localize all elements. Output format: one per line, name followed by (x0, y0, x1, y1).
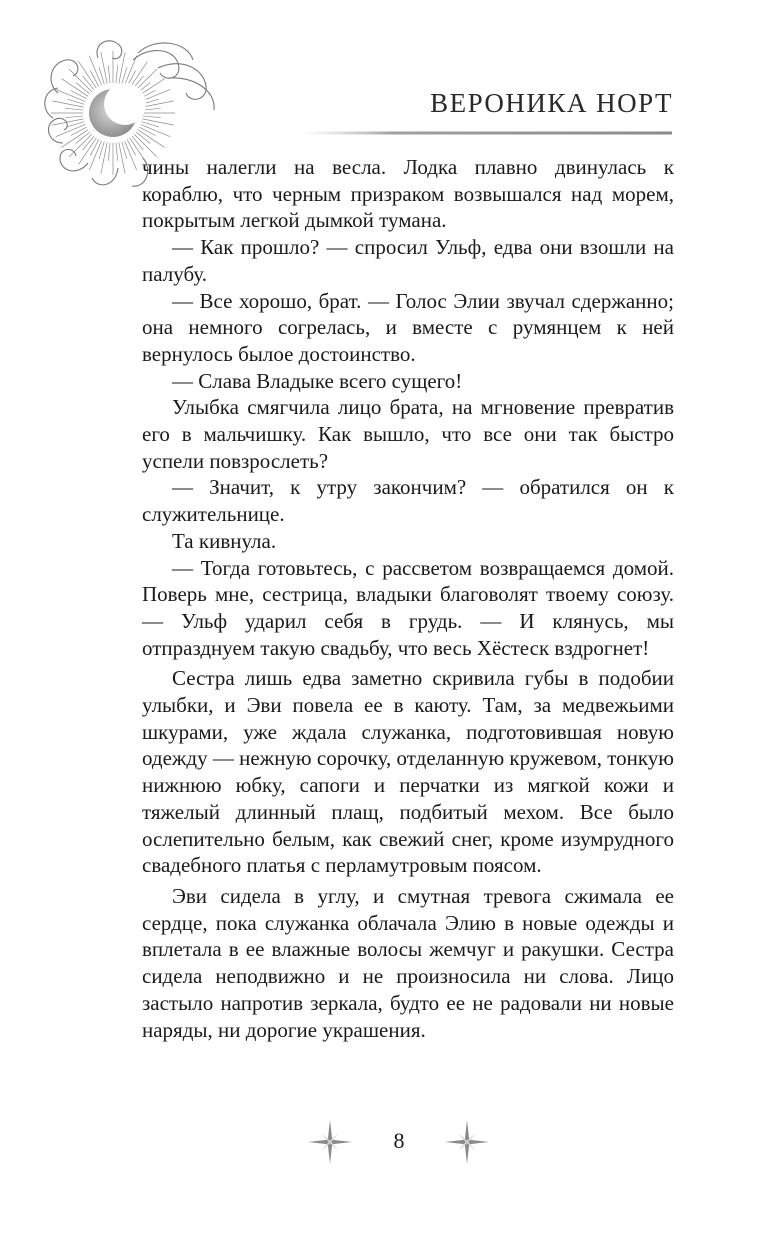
paragraph: — Слава Владыке всего сущего! (172, 368, 463, 393)
header-divider (300, 131, 672, 135)
paragraph: — Значит, к утру закончим? — обратился он к служительнице. (142, 475, 674, 527)
sun-ray (52, 101, 83, 107)
sun-ray (142, 119, 173, 125)
paragraph: — Тогда готовьтесь, с рассветом возвращаемся домой. Поверь мне, сестрица, владыки благоволят твоему союзу. — Ульф ударил себя в грудь. — И клянусь, мы отпразднуем такую свадьбу, что весь Хёстеск вздрогнет! (142, 555, 674, 660)
page-footer (0, 1118, 768, 1166)
paragraph: Сестра лишь едва заметно скривила губы в подобии улыбки, и Эви повела ее в каюту. Там, за медвежьими шкурами, уже ждала служанка, подготовившая новую одежду — нежную сорочку, отделанную кружевом, тонкую нижнюю юбку, сапоги и перчатки из мягкой кожи и тяжелый длинный плащ, подбитый мехом. Все было ослепительно белым, как свежий снег, кроме изумрудного свадебного платья с перламутровым поясом. (142, 666, 674, 878)
sun-ray (65, 116, 83, 118)
sun-ray (108, 143, 110, 161)
sun-ray (76, 132, 90, 143)
running-header-author: ВЕРОНИКА НОРТ (430, 88, 673, 118)
page-number: 8 (393, 1128, 405, 1153)
four-point-star-icon (306, 1118, 354, 1166)
sun-ray (136, 132, 150, 143)
paragraph: Улыбка смягчила лицо брата, на мгновение превратив его в мальчишку. Как вышло, что все они так быстро успели повзрослеть? (142, 395, 674, 473)
paragraph: Эви сидела в углу, и смутная тревога сжимала ее сердце, пока служанка облачала Элию в новые одежды и вплетала в ее влажные волосы жемчуг и ракушки. Сестра сидела неподвижно и не произносила ни слова. Лицо застыло напротив зеркала, будто ее не радовали ни новые наряды, ни дорогие украшения. (142, 883, 674, 1042)
sun-ray (101, 142, 107, 173)
sun-ray (142, 101, 173, 107)
sun-ray (116, 65, 118, 83)
paragraph: — Все хорошо, брат. — Голос Элии звучал сдержанно; она немного согрелась, и вместе с румянцем к ней вернулось былое достоинство. (142, 288, 674, 366)
sun-ray (71, 127, 87, 135)
sun-ray (83, 76, 94, 90)
sun-ray (101, 52, 107, 83)
four-point-star-icon (443, 1118, 491, 1166)
sun-ray (83, 136, 94, 150)
sun-ray (69, 134, 92, 157)
paragraph: чины налегли на весла. Лодка плавно двинулась к кораблю, что черным призраком возвышался над морем, покрытым легкой дымкой тумана. (142, 155, 674, 233)
sun-ray (143, 108, 161, 110)
sun-ray (132, 136, 143, 150)
paragraph: Та кивнула. (172, 528, 277, 553)
sun-ray (90, 139, 98, 155)
sun-ray (69, 69, 92, 92)
paragraph: — Как прошло? — спросил Ульф, едва они взошли на палубу. (142, 235, 674, 286)
sun-ray (119, 142, 125, 173)
sun-ray (90, 71, 98, 87)
sun-ray (143, 116, 161, 118)
page-text (142, 154, 674, 1043)
sun-ray (139, 127, 155, 135)
sun-ray (76, 83, 90, 94)
sun-ray (127, 139, 135, 155)
sun-ray (71, 90, 87, 98)
sun-ray (116, 143, 118, 161)
sun-ray (65, 108, 83, 110)
sun-ray (52, 119, 83, 125)
sun-ray (108, 65, 110, 83)
